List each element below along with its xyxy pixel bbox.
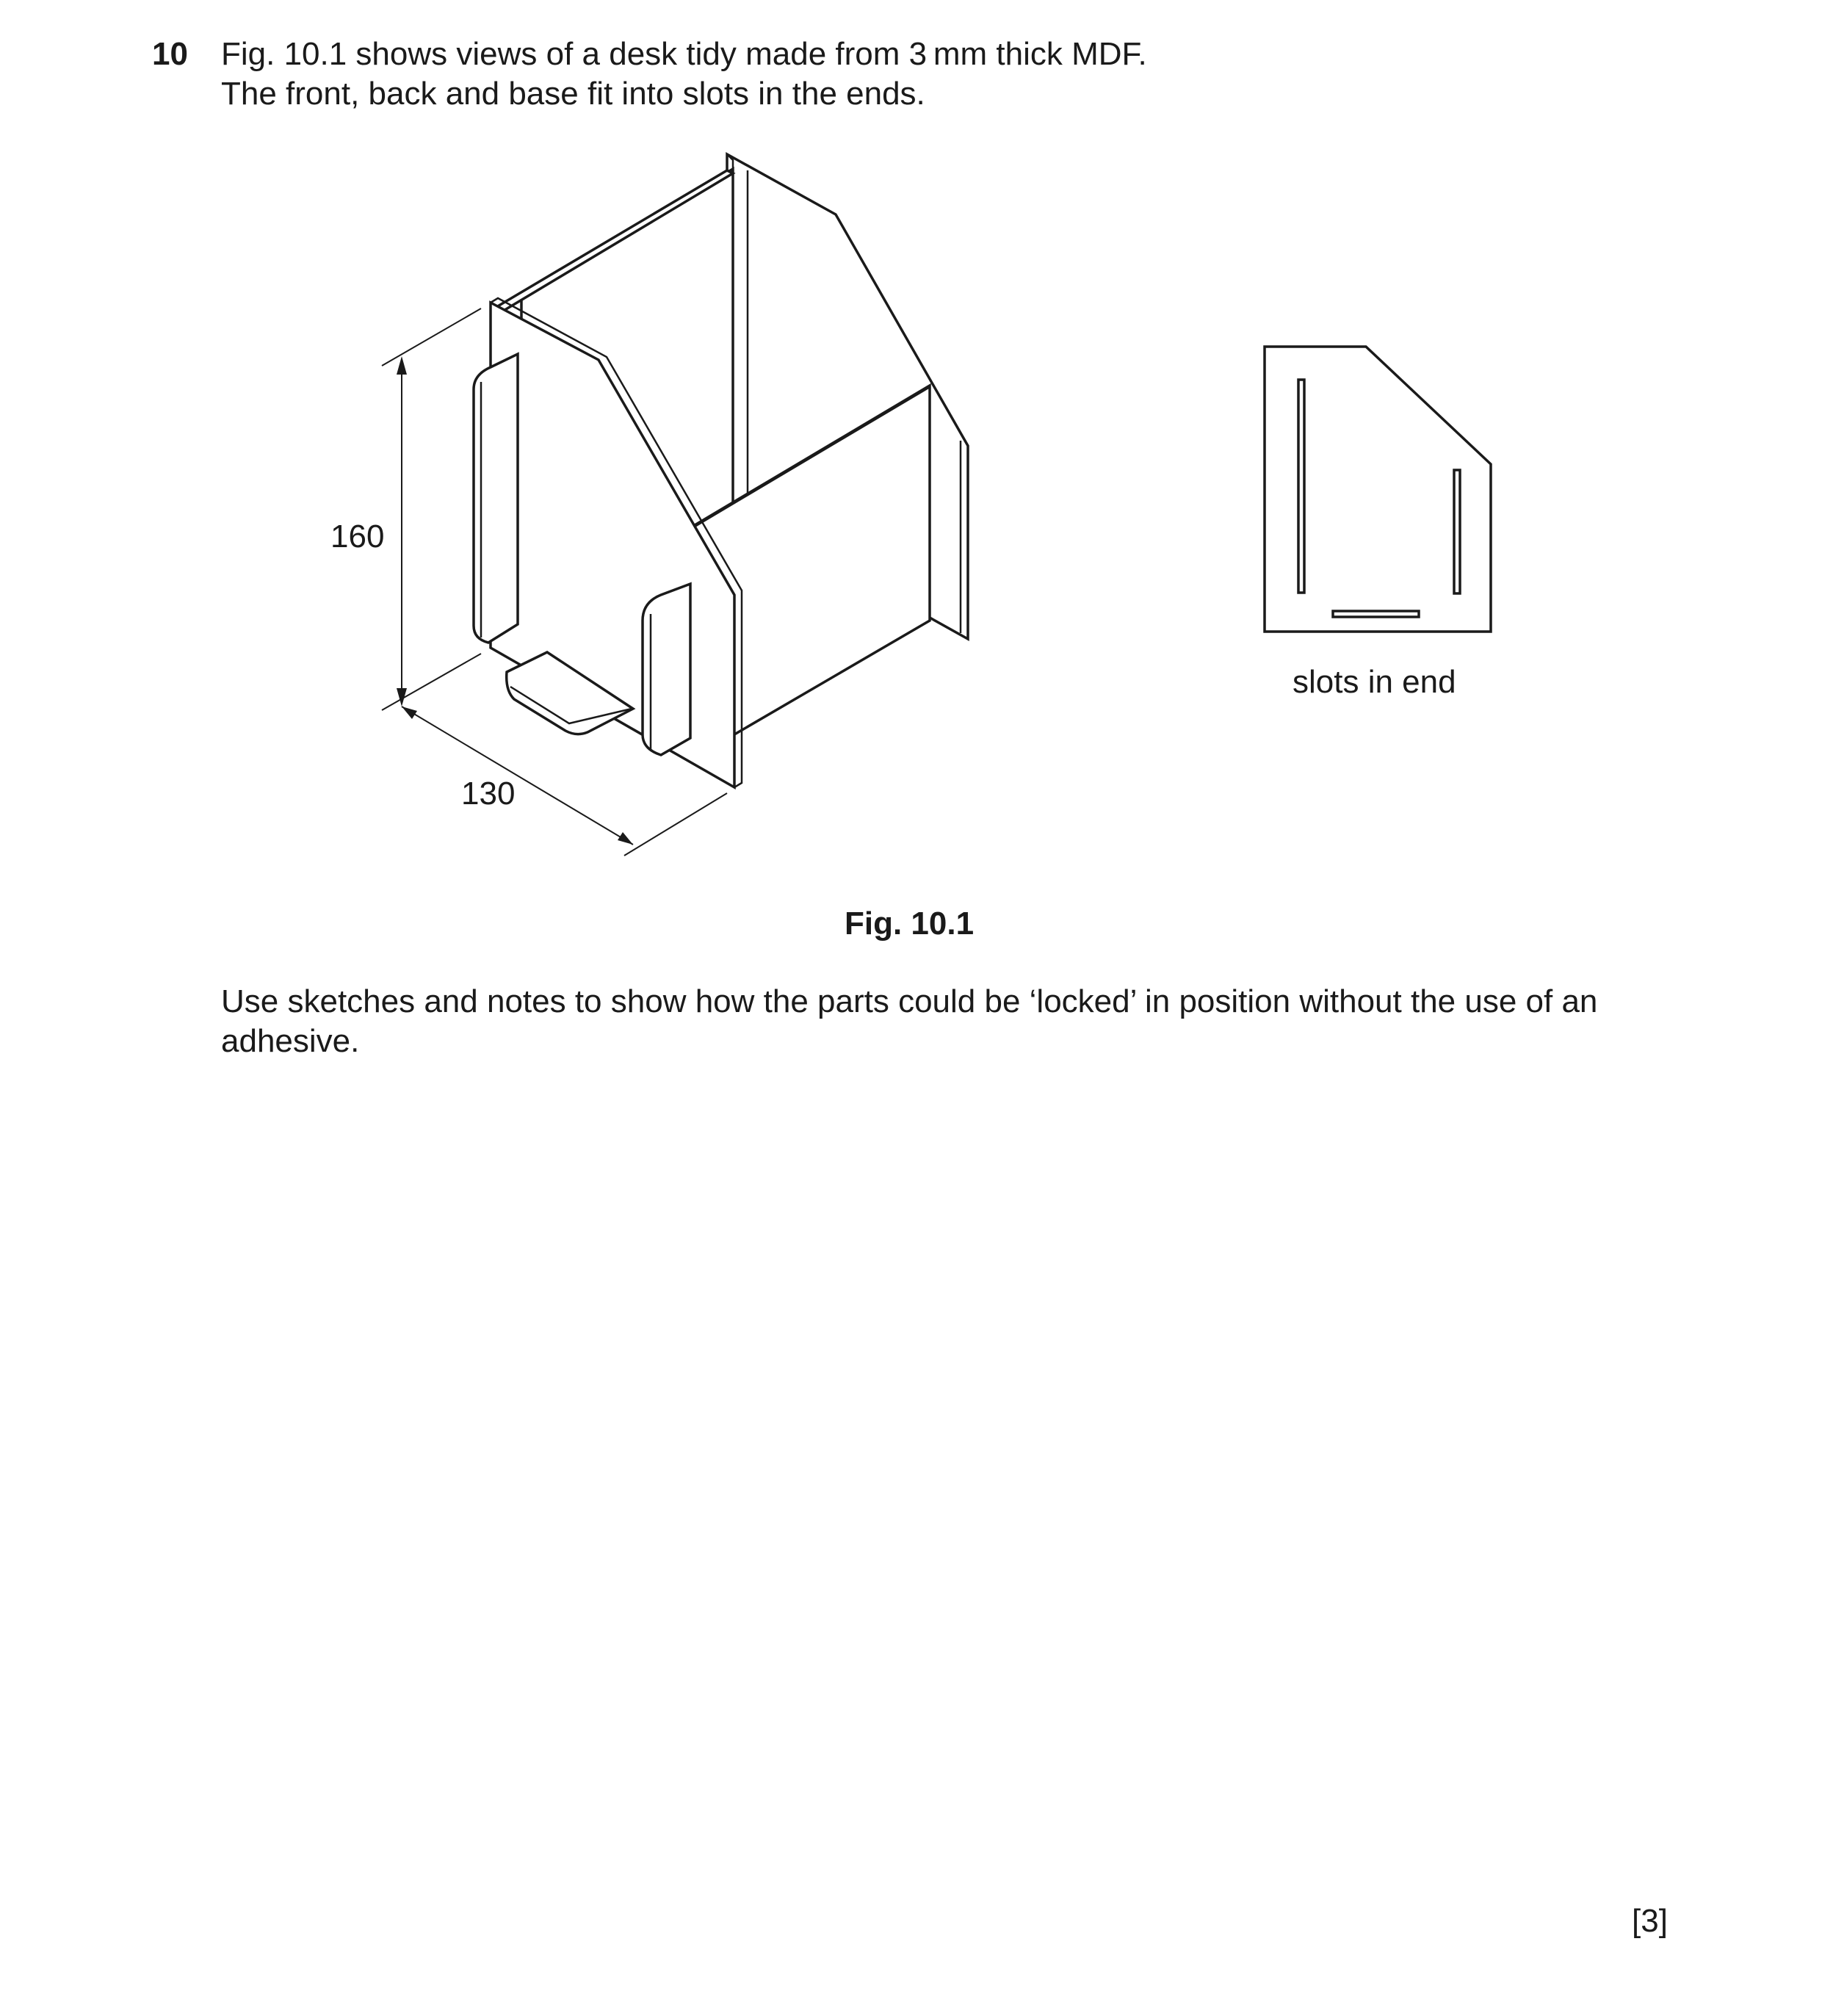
height-arrow-top [397, 356, 407, 375]
task-text-line-1: Use sketches and notes to show how the parts could be ‘locked’ in position without the use of an [221, 983, 1598, 1019]
question-text-line-1: Fig. 10.1 shows views of a desk tidy made from 3 mm thick MDF. [221, 36, 1147, 72]
slots-label: slots in end [1293, 664, 1456, 700]
depth-extension-right [624, 793, 727, 856]
question-text-line-2: The front, back and base fit into slots in the ends. [221, 76, 925, 112]
figure-caption: Fig. 10.1 [845, 906, 975, 942]
marks-allocation: [3] [1632, 1903, 1668, 1939]
height-extension-bottom [382, 654, 481, 710]
slot-back [1454, 470, 1460, 593]
height-dimension-label: 160 [330, 519, 385, 554]
depth-dimension-label: 130 [461, 776, 516, 812]
height-extension-top [382, 308, 481, 366]
slot-base [1333, 611, 1419, 617]
task-text-line-2: adhesive. [221, 1023, 360, 1059]
slot-front [1298, 380, 1304, 593]
depth-arrow-left [402, 707, 417, 719]
question-number: 10 [152, 36, 188, 72]
depth-arrow-right [618, 832, 633, 845]
